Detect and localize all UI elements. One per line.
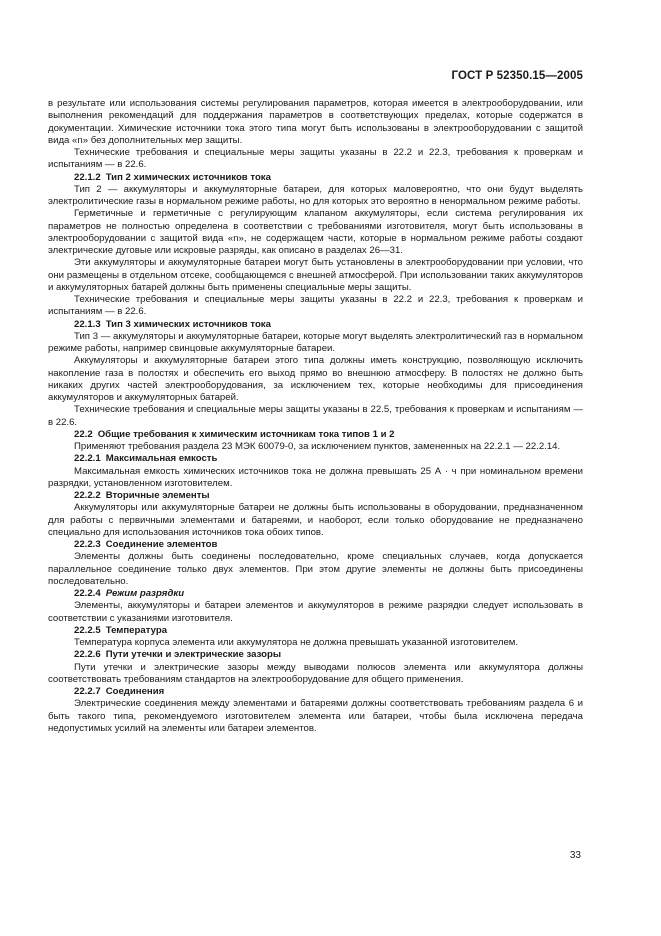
- paragraph: Технические требования и специальные меры защиты указаны в 22.2 и 22.3, требования к проверкам и испытаниям — в 22.6.: [48, 294, 583, 318]
- section-number: 22.2.7: [74, 686, 101, 697]
- paragraph: Тип 3 — аккумуляторы и аккумуляторные батареи, которые могут выделять электролитический газ в нормальном режиме работы, например свинцовые аккумуляторные батареи.: [48, 330, 583, 354]
- document-body: [48, 98, 583, 735]
- section-number: 22.2.2: [74, 490, 101, 501]
- section-number: 22.1.2: [74, 171, 101, 183]
- section-title: Общие требования к химическим источникам тока типов 1 и 2: [97, 428, 395, 440]
- section-number: 22.1.3: [74, 318, 101, 330]
- section-title: Режим разрядки: [105, 588, 185, 599]
- section-heading: [48, 539, 583, 551]
- paragraph: в результате или использования системы регулирования параметров, которая имеется в электрооборудовании, или выполнения рекомендаций для поддержания параметров в соответствующих пределах, которые содержатся в документации. Химические источники тока этого типа могут быть использованы в электрооборудовании с защитой вида «n» без дополнительных мер защиты.: [48, 98, 583, 146]
- paragraph: Применяют требования раздела 23 МЭК 60079-0, за исключением пунктов, замененных на 22.2.1 — 22.2.14.: [74, 441, 561, 452]
- paragraph: Максимальная емкость химических источников тока не должна превышать 25 А · ч при номинальном времени разрядки, установленном изготовителем.: [48, 465, 583, 489]
- section-number: 22.2.5: [74, 624, 101, 636]
- document-header: ГОСТ Р 52350.15—2005: [451, 70, 583, 82]
- paragraph: Герметичные и герметичные с регулирующим клапаном аккумуляторы, если система регулирования их параметров не полностью определена в соответствии с требованиями изготовителя, могут быть использованы в электрооборудовании с защитой вида «n», не содержащем части, которые в нормальном режиме работы создают электрические дуговые или искровые разряды, как описано в разделах 26—31.: [48, 208, 583, 256]
- section-heading: [48, 429, 583, 441]
- paragraph: Технические требования и специальные меры защиты указаны в 22.5, требования к проверкам и испытаниям — в 22.6.: [48, 404, 583, 428]
- section-title: Температура: [105, 624, 168, 636]
- section-heading: [48, 490, 583, 502]
- section-title: Пути утечки и электрические зазоры: [105, 649, 282, 661]
- section-title: Максимальная емкость: [105, 453, 218, 465]
- section-heading: [48, 172, 583, 184]
- paragraph: Элементы, аккумуляторы и батареи элементов и аккумуляторов в режиме разрядки следует использовать в соответствии с указаниями изготовителя.: [48, 600, 583, 624]
- section-number: 22.2.4: [74, 588, 101, 599]
- section-heading: [48, 588, 583, 600]
- section-heading: [48, 649, 583, 661]
- paragraph: Технические требования и специальные меры защиты указаны в 22.2 и 22.3, требования к проверкам и испытаниям — в 22.6.: [48, 147, 583, 171]
- section-title: Тип 3 химических источников тока: [105, 318, 271, 330]
- paragraph: Аккумуляторы или аккумуляторные батареи не должны быть использованы в оборудовании, предназначенном для работы с первичными элементами и батареями, и наоборот, если только оборудование не предназначено специально для использования источников тока обоих типов.: [48, 502, 583, 538]
- section-heading: [48, 625, 583, 637]
- section-heading: [48, 319, 583, 331]
- paragraph: Эти аккумуляторы и аккумуляторные батареи могут быть установлены в электрооборудовании при условии, что они размещены в отдельном отсеке, сообщающемся с внешней атмосферой. При использовании таких аккумуляторов и аккумуляторных батарей должны быть применены специальные меры защиты.: [48, 257, 583, 293]
- section-title: Соединение элементов: [105, 539, 218, 550]
- paragraph: Пути утечки и электрические зазоры между выводами полюсов элемента или аккумулятора должны соответствовать требованиям стандартов на электрооборудование для общего применения.: [48, 661, 583, 685]
- section-number: 22.2: [74, 428, 93, 440]
- paragraph: Аккумуляторы и аккумуляторные батареи этого типа должны иметь конструкцию, позволяющую исключить накопление газа в полостях и обеспечить его выход прямо во внешнюю атмосферу. В полостях не должно быть никаких других частей электрооборудования, за исключением тех, которые необходимы для присоединения аккумуляторов и аккумуляторных батарей.: [48, 355, 583, 403]
- section-title: Вторичные элементы: [105, 490, 210, 501]
- paragraph: Температура корпуса элемента или аккумулятора не должна превышать указанной изготовителем.: [74, 637, 519, 648]
- section-title: Тип 2 химических источников тока: [105, 171, 271, 183]
- page-number: 33: [569, 850, 581, 861]
- paragraph: Электрические соединения между элементами и батареями должны соответствовать требованиям раздела 6 и быть такого типа, рекомендуемого изготовителем элемента или батареи, чтобы была исключена передача недопустимых усилий на элементы или батареи элементов.: [48, 698, 583, 734]
- section-heading: [48, 453, 583, 465]
- paragraph: Тип 2 — аккумуляторы и аккумуляторные батареи, для которых маловероятно, что они будут выделять электролитические газы в нормальном режиме работы, но для которых это вероятно в ненормальном режиме работы.: [48, 183, 583, 207]
- section-number: 22.2.1: [74, 453, 101, 465]
- paragraph: Элементы должны быть соединены последовательно, кроме специальных случаев, когда допускается параллельное соединение только двух элементов. При этом другие элементы не должны быть присоединены последовательно.: [48, 551, 583, 587]
- section-heading: [48, 686, 583, 698]
- section-number: 22.2.6: [74, 649, 101, 661]
- section-title: Соединения: [105, 686, 165, 697]
- section-number: 22.2.3: [74, 539, 101, 550]
